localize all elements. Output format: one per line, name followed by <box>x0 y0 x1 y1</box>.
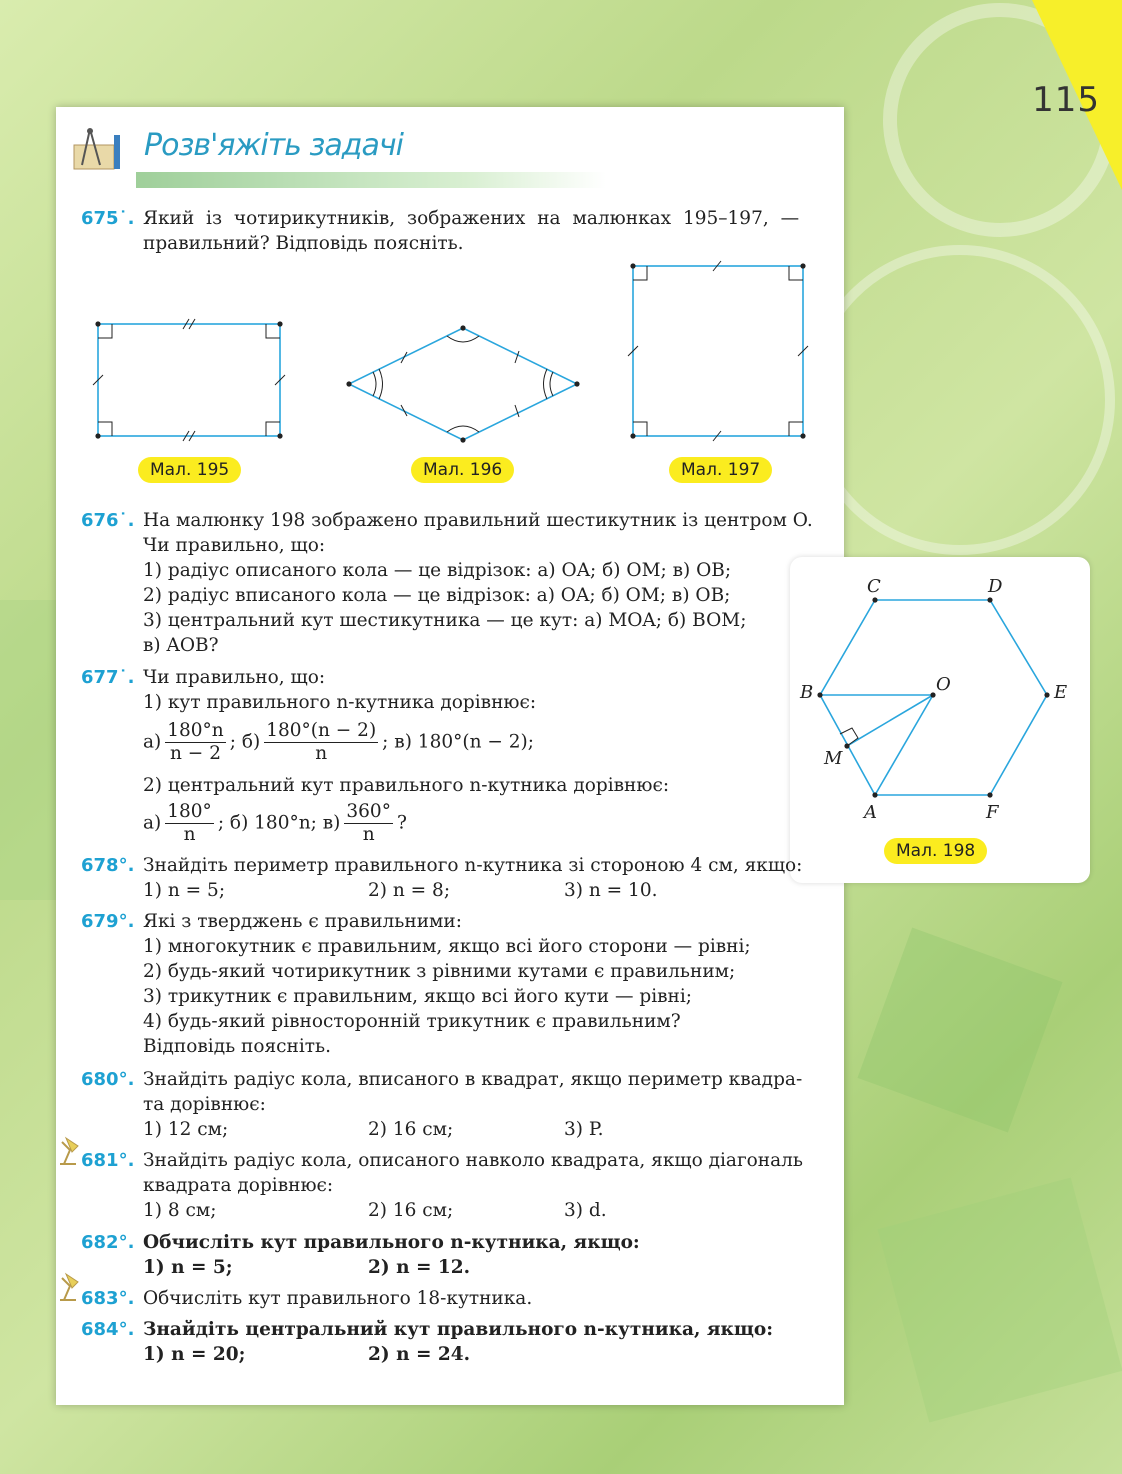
figure-caption: Мал. 198 <box>884 838 987 864</box>
answer-option: 3) P. <box>564 1119 604 1140</box>
section-title: Розв'яжіть задачі <box>144 128 403 163</box>
problem-text: Обчисліть кут правильного 18-кутника. <box>143 1288 533 1309</box>
problem-number: 680°. <box>81 1069 135 1090</box>
center-label-o: O <box>936 674 951 695</box>
answer-option: 3) n = 10. <box>564 880 658 901</box>
problem-number: 684°. <box>81 1319 135 1340</box>
formula-line-2: а) $\frac{180^\circ}{n}$ ; б) 180°n; в) $\frac{360^\circ}{n}$ ? <box>143 801 407 845</box>
problem-text: 2) будь-який чотирикутник з рівними кутами є правильним; <box>143 961 736 982</box>
answer-option: 2) n = 12. <box>368 1257 471 1278</box>
figure-197-square <box>624 258 814 448</box>
answer-option: 1) n = 20; <box>143 1344 246 1365</box>
problem-number: 678°. <box>81 855 135 876</box>
problem-text: 2) радіус вписаного кола — це відрізок: а) OA; б) OM; в) OB; <box>143 585 731 606</box>
problem-text: правильний? Відповідь поясніть. <box>143 233 464 254</box>
problem-text: квадрата дорівнює: <box>143 1175 334 1196</box>
vertex-label-f: F <box>986 802 999 823</box>
point-label-m: M <box>824 748 843 769</box>
problem-text: Знайдіть радіус кола, вписаного в квадрат, якщо периметр квадра- <box>143 1069 803 1090</box>
problem-text: Які з тверджень є правильними: <box>143 911 462 932</box>
problem-text: Який із чотирикутників, зображених на малюнках 195–197, — <box>143 208 800 229</box>
lamp-icon <box>56 1270 84 1304</box>
problem-text: 1) радіус описаного кола — це відрізок: а) OA; б) OM; в) OB; <box>143 560 732 581</box>
formula-line-1: а) $\frac{180^\circ n}{n - 2}$ ; б) $\frac{180^\circ(n - 2)}{n}$ ; в) 180°(n − 2); <box>143 720 534 764</box>
lamp-icon <box>56 1134 84 1168</box>
figure-caption: Мал. 195 <box>138 457 241 483</box>
vertex-label-b: B <box>800 682 814 703</box>
vertex-label-a: A <box>864 802 877 823</box>
problem-number: 683°. <box>81 1288 135 1309</box>
problem-text: Обчисліть кут правильного n-кутника, якщо: <box>143 1232 640 1253</box>
problem-text: в) AOB? <box>143 635 219 656</box>
problem-text: 1) кут правильного n-кутника дорівнює: <box>143 692 537 713</box>
problem-text: 3) центральний кут шестикутника — це кут: а) MOA; б) BOM; <box>143 610 747 631</box>
problem-text: 2) центральний кут правильного n-кутника дорівнює: <box>143 775 670 796</box>
answer-option: 1) n = 5; <box>143 880 226 901</box>
figure-198-hexagon <box>790 570 1080 840</box>
answer-option: 1) n = 5; <box>143 1257 233 1278</box>
problem-number: 681°. <box>81 1150 135 1171</box>
figure-caption: Мал. 197 <box>669 457 772 483</box>
problem-number: 675˙. <box>81 208 135 229</box>
vertex-label-e: E <box>1054 682 1068 703</box>
answer-option: 3) d. <box>564 1200 607 1221</box>
problem-text: та дорівнює: <box>143 1094 266 1115</box>
answer-option: 2) 16 см; <box>368 1119 454 1140</box>
answer-option: 1) 8 см; <box>143 1200 217 1221</box>
problem-text: Знайдіть радіус кола, описаного навколо квадрата, якщо діагональ <box>143 1150 803 1171</box>
answer-option: 2) 16 см; <box>368 1200 454 1221</box>
problem-number: 682°. <box>81 1232 135 1253</box>
drafting-tools-icon <box>70 125 128 173</box>
problem-text: 1) многокутник є правильним, якщо всі його сторони — рівні; <box>143 936 751 957</box>
figure-195-rectangle <box>90 315 300 455</box>
page-number: 115 <box>1032 80 1100 120</box>
figure-196-rhombus <box>343 320 583 450</box>
problem-text: Знайдіть периметр правильного n-кутника зі стороною 4 см, якщо: <box>143 855 803 876</box>
answer-option: 2) n = 8; <box>368 880 451 901</box>
problem-text: 3) трикутник є правильним, якщо всі його кути — рівні; <box>143 986 693 1007</box>
problem-text: Чи правильно, що: <box>143 667 326 688</box>
problem-number: 679°. <box>81 911 135 932</box>
problem-number: 677˙. <box>81 667 135 688</box>
problem-text: Знайдіть центральний кут правильного n-кутника, якщо: <box>143 1319 774 1340</box>
problem-text: Відповідь поясніть. <box>143 1036 331 1057</box>
vertex-label-c: C <box>867 576 881 597</box>
problem-text: 4) будь-який рівносторонній трикутник є правильним? <box>143 1011 681 1032</box>
answer-option: 1) 12 см; <box>143 1119 229 1140</box>
problem-text: На малюнку 198 зображено правильний шестикутник із центром O. <box>143 510 813 531</box>
title-underline <box>136 172 606 188</box>
problem-text: Чи правильно, що: <box>143 535 326 556</box>
figure-caption: Мал. 196 <box>411 457 514 483</box>
answer-option: 2) n = 24. <box>368 1344 471 1365</box>
problem-number: 676˙. <box>81 510 135 531</box>
vertex-label-d: D <box>988 576 1003 597</box>
